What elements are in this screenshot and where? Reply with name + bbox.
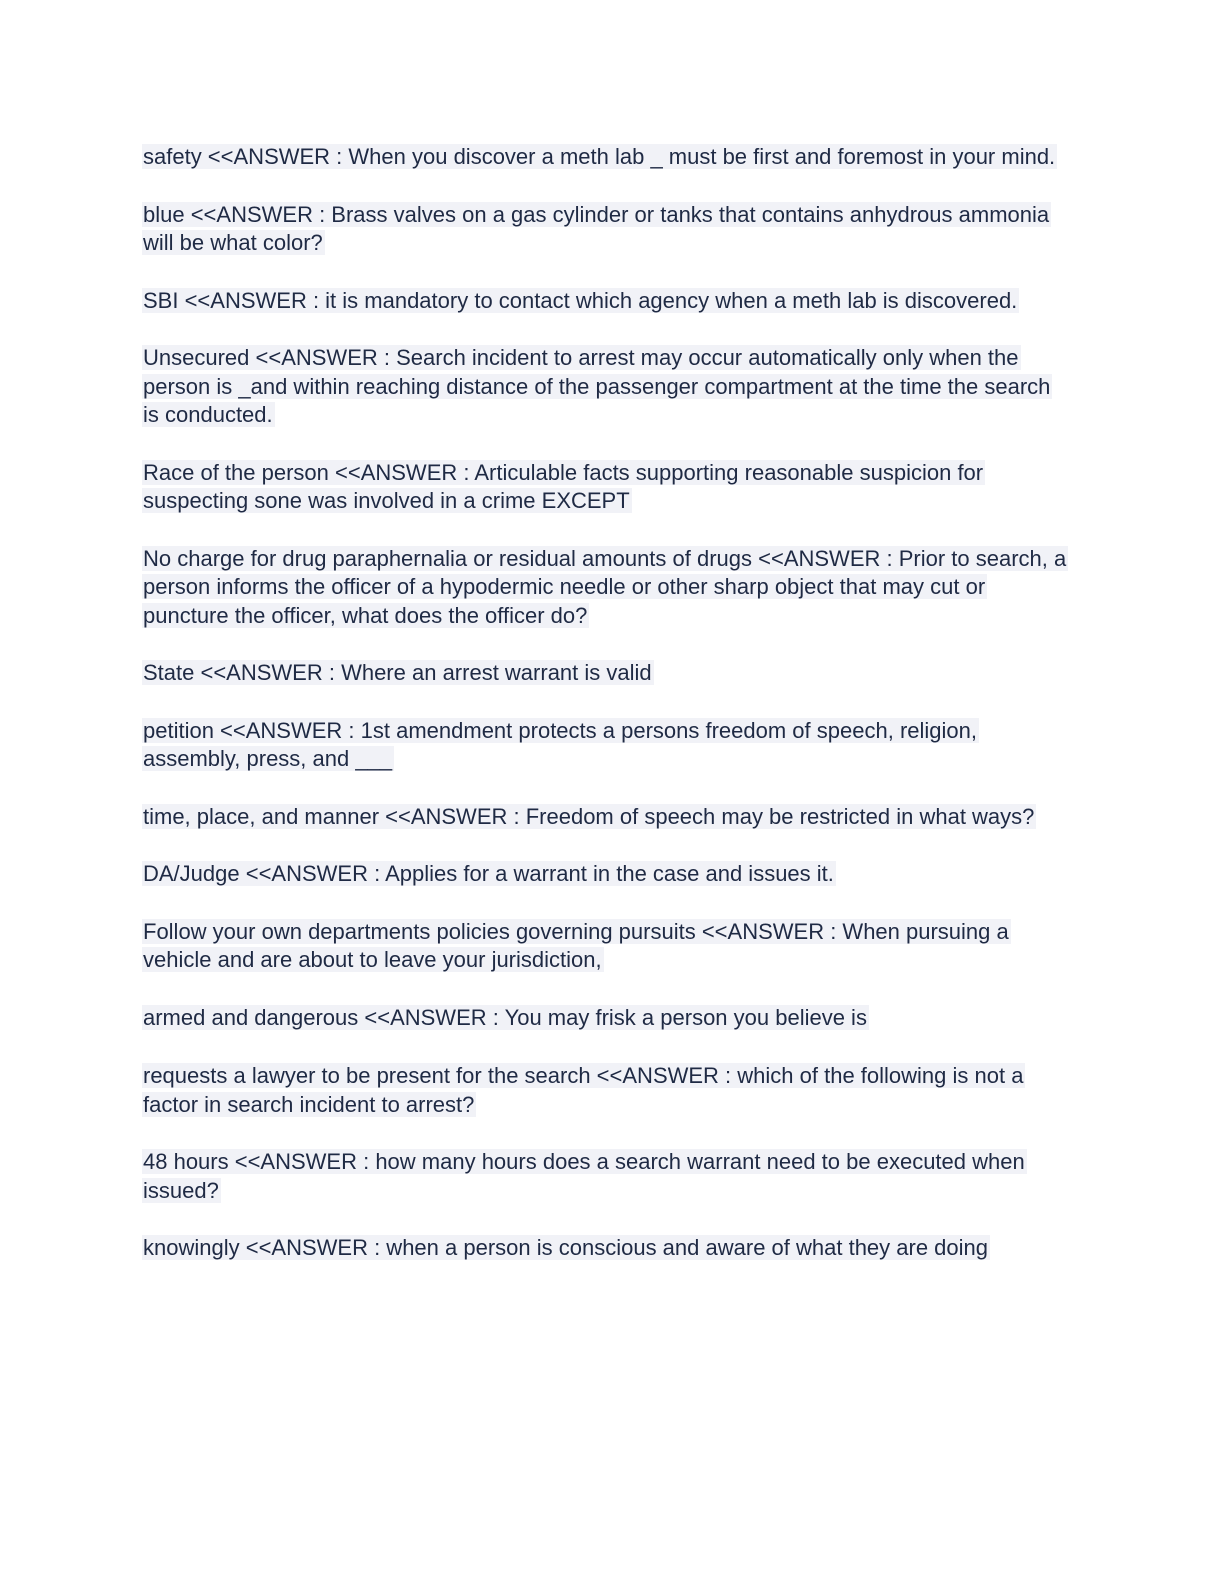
qa-list (142, 143, 1072, 1292)
qa-entry-text: knowingly <<ANSWER : when a person is conscious and aware of what they are doing (143, 1235, 989, 1260)
qa-entry (142, 201, 1072, 258)
qa-entry (142, 1148, 1072, 1205)
qa-entry (142, 659, 1072, 688)
qa-entry (142, 459, 1072, 516)
qa-entry (142, 344, 1072, 430)
qa-entry (142, 143, 1072, 172)
qa-entry-text: safety <<ANSWER : When you discover a meth lab _ must be first and foremost in your mind. (143, 144, 1056, 169)
qa-entry-text: requests a lawyer to be present for the search <<ANSWER : which of the following is not a factor in search incident to arrest? (143, 1063, 1024, 1117)
qa-entry (142, 803, 1072, 832)
qa-entry-text: Follow your own departments policies governing pursuits <<ANSWER : When pursuing a vehicle and are about to leave your jurisdiction, (143, 918, 1009, 972)
qa-entry (142, 918, 1072, 975)
qa-entry-text: State <<ANSWER : Where an arrest warrant is valid (143, 660, 652, 685)
qa-entry (142, 287, 1072, 316)
qa-entry-text: No charge for drug paraphernalia or residual amounts of drugs <<ANSWER : Prior to search, a person informs the officer of a hypodermic needle or other sharp object that may cut or puncture the officer, what does the officer do? (143, 545, 1067, 628)
qa-entry-text: time, place, and manner <<ANSWER : Freedom of speech may be restricted in what ways? (143, 803, 1035, 829)
qa-entry (142, 1234, 1072, 1263)
qa-entry-text: armed and dangerous <<ANSWER : You may frisk a person you believe is (143, 1004, 867, 1030)
qa-entry (142, 545, 1072, 631)
qa-entry-text: DA/Judge <<ANSWER : Applies for a warrant in the case and issues it. (143, 861, 834, 886)
qa-entry (142, 1062, 1072, 1119)
qa-entry-text: blue <<ANSWER : Brass valves on a gas cylinder or tanks that contains anhydrous ammonia will be what color? (143, 201, 1050, 255)
qa-entry-text: Race of the person <<ANSWER : Articulable facts supporting reasonable suspicion for suspecting sone was involved in a crime EXCEPT (143, 459, 984, 513)
qa-entry-text: SBI <<ANSWER : it is mandatory to contact which agency when a meth lab is discovered. (143, 287, 1018, 313)
qa-entry-text: Unsecured <<ANSWER : Search incident to arrest may occur automatically only when the person is _and within reaching distance of the passenger compartment at the time the search is conducted. (143, 345, 1051, 427)
qa-entry-text: petition <<ANSWER : 1st amendment protects a persons freedom of speech, religion, assembly, press, and ___ (143, 717, 977, 771)
qa-entry (142, 717, 1072, 774)
qa-entry (142, 860, 1072, 889)
qa-entry (142, 1004, 1072, 1033)
qa-entry-text: 48 hours <<ANSWER : how many hours does a search warrant need to be executed when issued? (143, 1149, 1025, 1203)
